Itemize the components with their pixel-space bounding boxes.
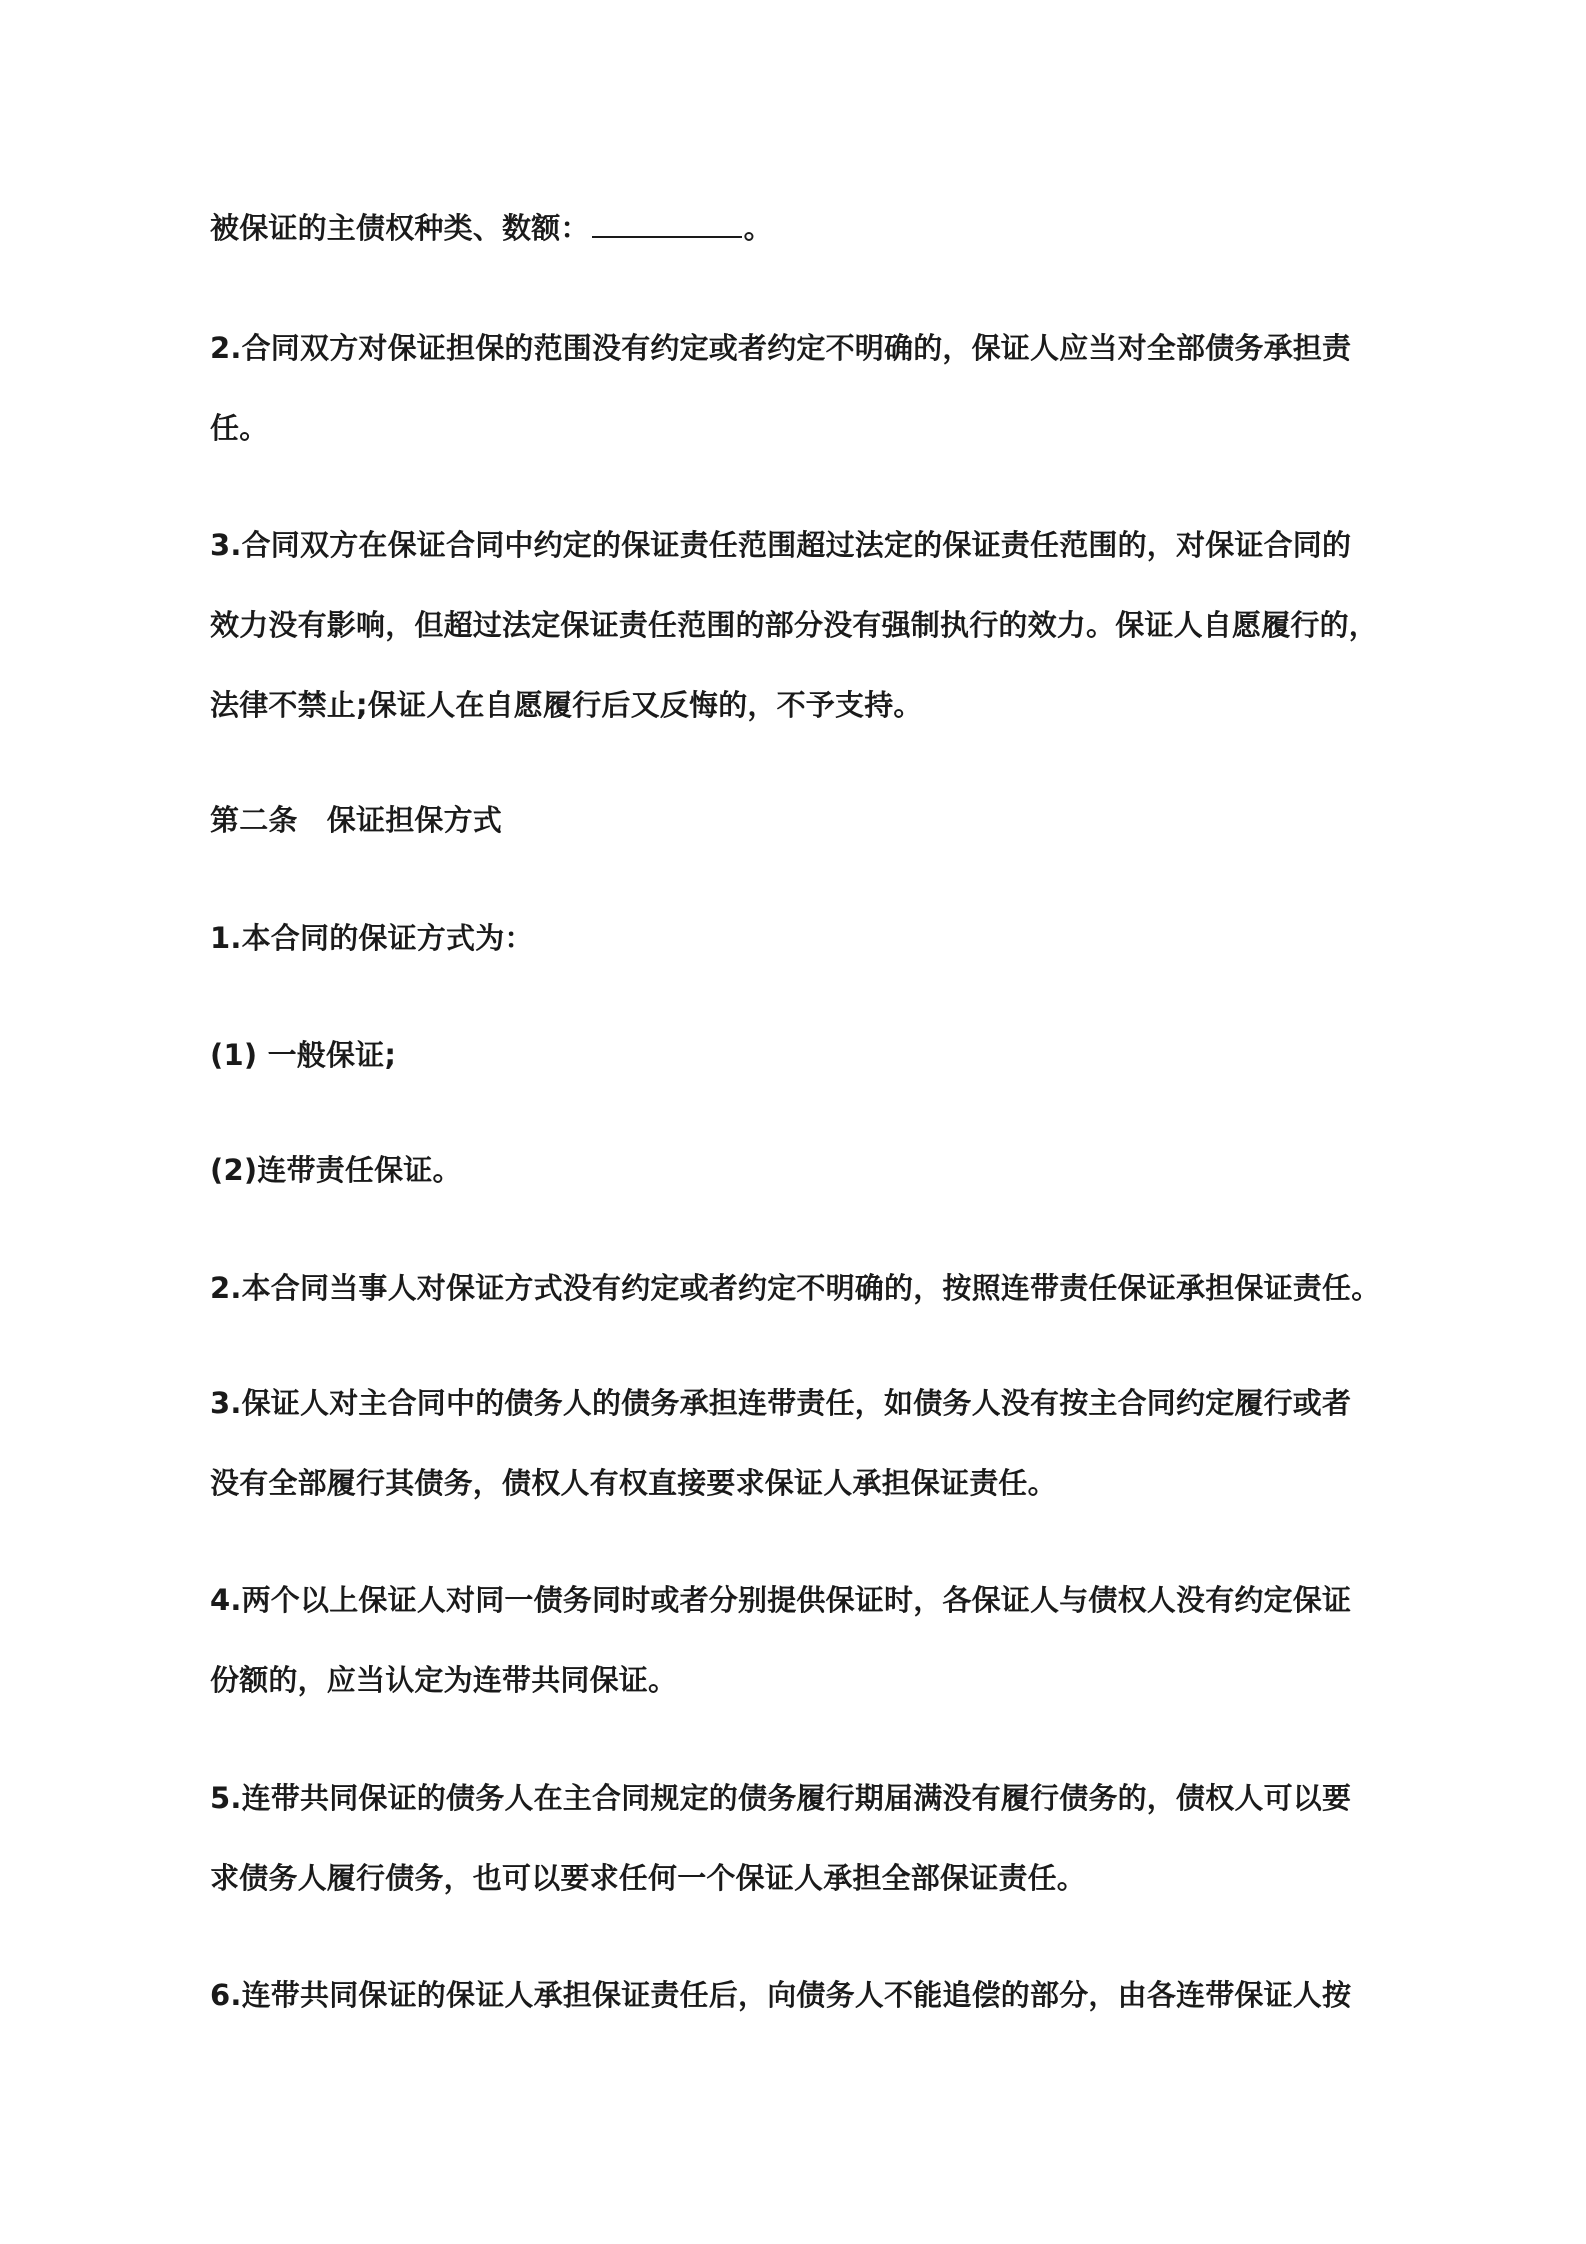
- paragraph-item-5: 5.连带共同保证的债务人在主合同规定的债务履行期届满没有履行债务的，债权人可以要: [210, 1781, 1352, 1815]
- text-line: 被保证的主债权种类、数额：: [210, 211, 590, 245]
- paragraph-clause-3-cont: 效力没有影响，但超过法定保证责任范围的部分没有强制执行的效力。保证人自愿履行的，: [210, 608, 1379, 642]
- list-item-option-1: (1) 一般保证;: [210, 1038, 397, 1072]
- paragraph-clause-2-cont: 任。: [210, 411, 269, 445]
- blank-fill-line: [592, 208, 742, 238]
- paragraph-clause-3-cont: 法律不禁止;保证人在自愿履行后又反悔的，不予支持。: [210, 688, 923, 722]
- paragraph-item-1: 1.本合同的保证方式为：: [210, 921, 534, 955]
- list-item-option-2: (2)连带责任保证。: [210, 1153, 462, 1187]
- paragraph-clause-3: 3.合同双方在保证合同中约定的保证责任范围超过法定的保证责任范围的，对保证合同的: [210, 528, 1352, 562]
- paragraph-item-3: 3.保证人对主合同中的债务人的债务承担连带责任，如债务人没有按主合同约定履行或者: [210, 1386, 1352, 1420]
- paragraph-item-6: 6.连带共同保证的保证人承担保证责任后，向债务人不能追偿的部分，由各连带保证人按: [210, 1978, 1352, 2012]
- paragraph-clause-2: 2.合同双方对保证担保的范围没有约定或者约定不明确的，保证人应当对全部债务承担责: [210, 331, 1352, 365]
- text-line: 。: [743, 211, 773, 245]
- paragraph-item-4: 4.两个以上保证人对同一债务同时或者分别提供保证时，各保证人与债权人没有约定保证: [210, 1583, 1352, 1617]
- paragraph-item-5-cont: 求债务人履行债务，也可以要求任何一个保证人承担全部保证责任。: [210, 1861, 1087, 1895]
- paragraph-item-2: 2.本合同当事人对保证方式没有约定或者约定不明确的，按照连带责任保证承担保证责任。: [210, 1271, 1381, 1305]
- paragraph-item-3-cont: 没有全部履行其债务，债权人有权直接要求保证人承担保证责任。: [210, 1466, 1057, 1500]
- section-heading: 第二条 保证担保方式: [210, 803, 503, 837]
- paragraph-item-4-cont: 份额的，应当认定为连带共同保证。: [210, 1663, 678, 1697]
- paragraph-guaranteed-claim: [210, 208, 1410, 248]
